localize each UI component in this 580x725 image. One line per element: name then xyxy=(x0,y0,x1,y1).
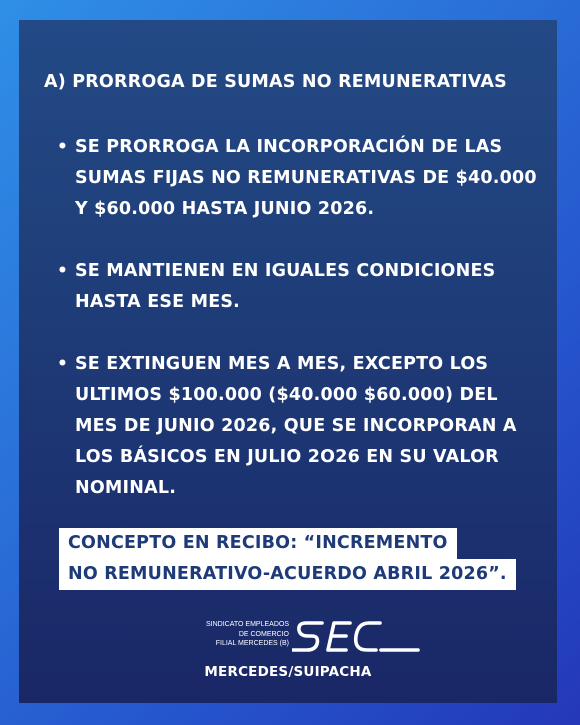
receipt-concept-box xyxy=(59,528,516,590)
sec-mark-icon xyxy=(292,617,420,657)
bullet-item-extension xyxy=(57,132,537,225)
bullet-list xyxy=(57,132,537,504)
bullet-text: SE PRORROGA LA INCORPORACIÓN DE LAS SUMAS FIJAS NO REMUNERATIVAS DE $40.000 Y $60.000 HASTA JUNIO 2026. xyxy=(75,137,537,219)
bullet-text: SE MANTIENEN EN IGUALES CONDICIONES HASTA ESE MES. xyxy=(75,261,496,312)
bullet-item-extinction xyxy=(57,349,537,504)
section-heading: A) PRORROGA DE SUMAS NO REMUNERATIVAS xyxy=(44,72,507,92)
receipt-concept-line-1: CONCEPTO EN RECIBO: “INCREMENTO xyxy=(59,528,457,559)
footer-location: MERCEDES/SUIPACHA xyxy=(204,664,372,680)
union-name-line-3: FILIAL MERCEDES (B) xyxy=(215,640,289,647)
bullet-dot-icon: • xyxy=(57,261,69,281)
sec-logo xyxy=(174,617,424,657)
receipt-concept-line-2: NO REMUNERATIVO-ACUERDO ABRIL 2026”. xyxy=(59,559,516,590)
union-name-line-1: SINDICATO EMPLEADOS xyxy=(206,621,289,628)
bullet-text: SE EXTINGUEN MES A MES, EXCEPTO LOS ULTIMOS $100.000 ($40.000 $60.000) DEL MES DE JUNIO 2026, QUE SE INCORPORAN A LOS BÁSICOS EN JULIO 2O26 EN SU VALOR NOMINAL. xyxy=(75,354,517,498)
bullet-dot-icon: • xyxy=(57,137,69,157)
union-name-line-2: DE COMERCIO xyxy=(238,630,289,638)
union-name xyxy=(174,620,289,649)
bullet-dot-icon: • xyxy=(57,354,69,374)
content-panel xyxy=(19,20,557,703)
bullet-item-conditions xyxy=(57,256,537,318)
